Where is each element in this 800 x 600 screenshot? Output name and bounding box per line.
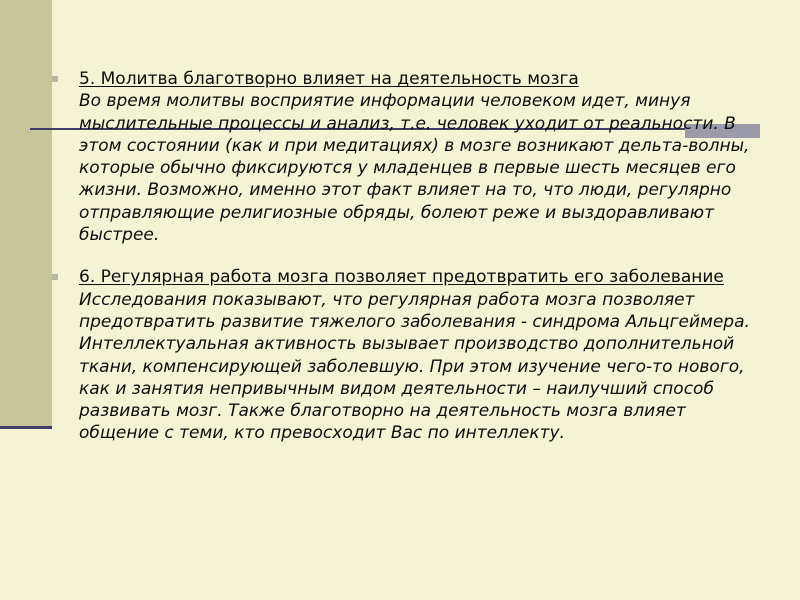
square-bullet-icon (52, 274, 58, 280)
square-bullet-icon (52, 76, 58, 82)
slide-content (52, 68, 752, 445)
bullet-text: Во время молитвы восприятие информации человеком идет, минуя мыслительные процессы и анализ, т.е. человек уходит от реальности. В этом состоянии (как и при медитациях) в мозге возникают дельта-волны, которые обычно фиксируются у младенцев в первые шесть месяцев его жизни. Возможно, именно этот факт влияет на то, что люди, регулярно отправляющие религиозные обряды, болеют реже и выздоравливают быстрее. (79, 91, 750, 246)
bullet-text: Исследования показывают, что регулярная работа мозга позволяет предотвратить развитие тяжелого заболевания - синдрома Альцгеймера. Интеллектуальная активность вызывает производство дополнительной ткани, компенсирующей заболевшую. При этом изучение чего-то нового, как и занятия непривычным видом деятельности – наилучший способ развивать мозг. Также благотворно на деятельность мозга влияет общение с теми, кто превосходит Вас по интеллекту. (79, 289, 750, 444)
left-panel-divider (0, 426, 52, 429)
bullet-item-5 (52, 68, 752, 246)
left-decorative-panel (0, 0, 52, 428)
bullet-heading: 6. Регулярная работа мозга позволяет предотвратить его заболевание (79, 267, 724, 288)
bullet-heading: 5. Молитва благотворно влияет на деятельность мозга (79, 69, 579, 89)
bullet-item-6 (52, 266, 752, 444)
